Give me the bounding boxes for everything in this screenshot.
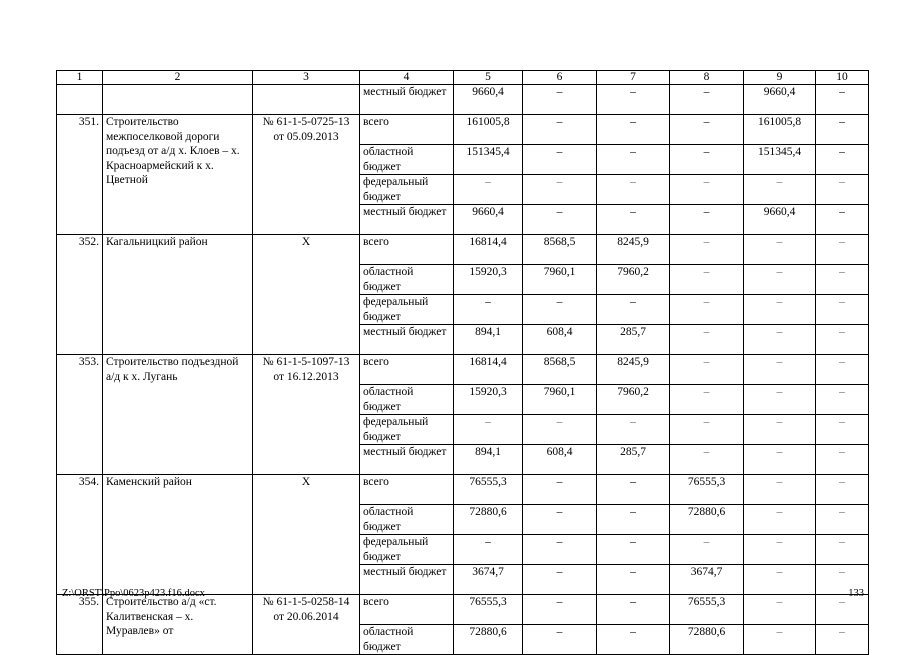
amount-cell: – xyxy=(523,85,597,115)
column-number: 4 xyxy=(360,71,454,85)
column-number: 1 xyxy=(57,71,103,85)
amount-cell: – xyxy=(597,85,670,115)
amount-cell: – xyxy=(597,505,670,535)
footer-file-path: Z:\ORST\Ppo\0623p423.f16.docx xyxy=(62,588,205,599)
funding-source: местный бюджет xyxy=(360,445,454,475)
table-row xyxy=(57,85,869,115)
amount-cell: – xyxy=(523,625,597,655)
amount-cell: 76555,3 xyxy=(670,475,744,505)
amount-cell: – xyxy=(816,475,869,505)
amount-cell: – xyxy=(816,85,869,115)
document-reference: № 61-1-5-1097-13 от 16.12.2013 xyxy=(253,355,360,475)
column-number: 6 xyxy=(523,71,597,85)
funding-source: местный бюджет xyxy=(360,205,454,235)
amount-cell: – xyxy=(670,175,744,205)
amount-cell: 151345,4 xyxy=(454,145,523,175)
object-name: Кагальницкий район xyxy=(103,235,253,355)
object-name: Строительство подъездной а/д к х. Лугань xyxy=(103,355,253,475)
amount-cell: – xyxy=(523,565,597,595)
amount-cell: 72880,6 xyxy=(454,505,523,535)
amount-cell: – xyxy=(744,535,816,565)
amount-cell: – xyxy=(744,385,816,415)
object-number: 353. xyxy=(57,355,103,475)
amount-cell: – xyxy=(670,355,744,385)
amount-cell: – xyxy=(454,295,523,325)
amount-cell: – xyxy=(816,295,869,325)
object-number: 352. xyxy=(57,235,103,355)
funding-source: федеральный бюджет xyxy=(360,295,454,325)
amount-cell: 151345,4 xyxy=(744,145,816,175)
amount-cell: – xyxy=(816,115,869,145)
funding-source: всего xyxy=(360,355,454,385)
amount-cell: 608,4 xyxy=(523,325,597,355)
amount-cell: 72880,6 xyxy=(670,625,744,655)
amount-cell: – xyxy=(670,235,744,265)
amount-cell: – xyxy=(816,505,869,535)
amount-cell: 285,7 xyxy=(597,445,670,475)
amount-cell: – xyxy=(597,145,670,175)
funding-source: всего xyxy=(360,115,454,145)
amount-cell: 16814,4 xyxy=(454,235,523,265)
amount-cell: 161005,8 xyxy=(744,115,816,145)
column-number: 8 xyxy=(670,71,744,85)
amount-cell: – xyxy=(670,385,744,415)
amount-cell: – xyxy=(816,145,869,175)
amount-cell: – xyxy=(744,355,816,385)
funding-source: всего xyxy=(360,475,454,505)
amount-cell: 16814,4 xyxy=(454,355,523,385)
amount-cell: – xyxy=(816,565,869,595)
funding-source: областной бюджет xyxy=(360,145,454,175)
amount-cell: – xyxy=(744,565,816,595)
amount-cell: – xyxy=(670,415,744,445)
amount-cell: – xyxy=(670,325,744,355)
amount-cell: – xyxy=(523,205,597,235)
object-number: 355. xyxy=(57,595,103,655)
amount-cell: 76555,3 xyxy=(454,595,523,625)
amount-cell: – xyxy=(597,475,670,505)
document-reference: № 61-1-5-0725-13 от 05.09.2013 xyxy=(253,115,360,235)
funding-source: местный бюджет xyxy=(360,85,454,115)
amount-cell: – xyxy=(523,595,597,625)
amount-cell: 8568,5 xyxy=(523,235,597,265)
amount-cell: – xyxy=(597,625,670,655)
column-number-row xyxy=(57,71,869,85)
funding-source: федеральный бюджет xyxy=(360,175,454,205)
document-reference: № 61-1-5-0258-14 от 20.06.2014 xyxy=(253,595,360,655)
amount-cell: – xyxy=(816,535,869,565)
amount-cell: – xyxy=(597,565,670,595)
amount-cell: – xyxy=(523,535,597,565)
amount-cell: 9660,4 xyxy=(744,205,816,235)
amount-cell: – xyxy=(744,295,816,325)
footer-page-number: 133 xyxy=(848,588,864,599)
funding-source: федеральный бюджет xyxy=(360,415,454,445)
amount-cell: – xyxy=(597,535,670,565)
amount-cell: – xyxy=(670,295,744,325)
funding-source: местный бюджет xyxy=(360,325,454,355)
amount-cell: – xyxy=(523,175,597,205)
amount-cell: 161005,8 xyxy=(454,115,523,145)
amount-cell: – xyxy=(816,385,869,415)
amount-cell: 7960,2 xyxy=(597,265,670,295)
column-number: 3 xyxy=(253,71,360,85)
amount-cell: – xyxy=(816,625,869,655)
amount-cell: 7960,1 xyxy=(523,385,597,415)
amount-cell: – xyxy=(670,115,744,145)
object-number: 351. xyxy=(57,115,103,235)
amount-cell: – xyxy=(816,325,869,355)
funding-source: всего xyxy=(360,235,454,265)
amount-cell: – xyxy=(670,265,744,295)
funding-source: областной бюджет xyxy=(360,385,454,415)
amount-cell: 285,7 xyxy=(597,325,670,355)
table-row xyxy=(57,595,869,625)
amount-cell: – xyxy=(744,235,816,265)
object-name: Строительство а/д «ст. Калитвенская – х. Муравлев» от xyxy=(103,595,253,655)
amount-cell: – xyxy=(597,415,670,445)
amount-cell: – xyxy=(597,115,670,145)
amount-cell: 72880,6 xyxy=(454,625,523,655)
table-row xyxy=(57,115,869,145)
amount-cell: – xyxy=(670,85,744,115)
amount-cell: – xyxy=(816,355,869,385)
object-name: Строительство межпоселковой дороги подъезд от а/д х. Клоев – х. Красноармейский к х. Цветной xyxy=(103,115,253,235)
amount-cell: 7960,2 xyxy=(597,385,670,415)
table-row xyxy=(57,235,869,265)
table-row xyxy=(57,355,869,385)
object-name xyxy=(103,85,253,115)
amount-cell: 9660,4 xyxy=(454,85,523,115)
amount-cell: – xyxy=(816,445,869,475)
amount-cell: – xyxy=(744,325,816,355)
object-name: Каменский район xyxy=(103,475,253,595)
amount-cell: 9660,4 xyxy=(744,85,816,115)
column-number: 2 xyxy=(103,71,253,85)
amount-cell: 3674,7 xyxy=(454,565,523,595)
amount-cell: – xyxy=(744,445,816,475)
budget-table xyxy=(56,70,869,655)
amount-cell: – xyxy=(454,535,523,565)
amount-cell: – xyxy=(597,175,670,205)
amount-cell: – xyxy=(523,115,597,145)
amount-cell: – xyxy=(523,295,597,325)
column-number: 5 xyxy=(454,71,523,85)
column-number: 9 xyxy=(744,71,816,85)
amount-cell: 15920,3 xyxy=(454,265,523,295)
amount-cell: – xyxy=(670,205,744,235)
amount-cell: – xyxy=(816,595,869,625)
amount-cell: – xyxy=(816,205,869,235)
document-reference: Х xyxy=(253,235,360,355)
amount-cell: 76555,3 xyxy=(454,475,523,505)
amount-cell: – xyxy=(597,295,670,325)
amount-cell: – xyxy=(597,205,670,235)
amount-cell: 9660,4 xyxy=(454,205,523,235)
amount-cell: – xyxy=(523,145,597,175)
funding-source: областной бюджет xyxy=(360,505,454,535)
document-reference: Х xyxy=(253,475,360,595)
funding-source: областной бюджет xyxy=(360,265,454,295)
amount-cell: – xyxy=(744,595,816,625)
amount-cell: 608,4 xyxy=(523,445,597,475)
amount-cell: – xyxy=(597,595,670,625)
amount-cell: – xyxy=(744,415,816,445)
amount-cell: – xyxy=(816,235,869,265)
table-row xyxy=(57,475,869,505)
amount-cell: 72880,6 xyxy=(670,505,744,535)
amount-cell: – xyxy=(816,265,869,295)
amount-cell: 894,1 xyxy=(454,445,523,475)
funding-source: всего xyxy=(360,595,454,625)
amount-cell: – xyxy=(454,415,523,445)
amount-cell: 8245,9 xyxy=(597,235,670,265)
amount-cell: 76555,3 xyxy=(670,595,744,625)
amount-cell: – xyxy=(744,505,816,535)
amount-cell: – xyxy=(744,175,816,205)
amount-cell: – xyxy=(744,625,816,655)
amount-cell: – xyxy=(670,145,744,175)
funding-source: федеральный бюджет xyxy=(360,535,454,565)
amount-cell: – xyxy=(523,505,597,535)
amount-cell: – xyxy=(816,175,869,205)
amount-cell: 3674,7 xyxy=(670,565,744,595)
amount-cell: 8245,9 xyxy=(597,355,670,385)
amount-cell: – xyxy=(454,175,523,205)
amount-cell: – xyxy=(744,265,816,295)
funding-source: областной бюджет xyxy=(360,625,454,655)
column-number: 7 xyxy=(597,71,670,85)
column-number: 10 xyxy=(816,71,869,85)
amount-cell: – xyxy=(670,445,744,475)
amount-cell: 7960,1 xyxy=(523,265,597,295)
amount-cell: – xyxy=(744,475,816,505)
amount-cell: – xyxy=(816,415,869,445)
amount-cell: – xyxy=(670,535,744,565)
document-reference xyxy=(253,85,360,115)
amount-cell: – xyxy=(523,415,597,445)
funding-source: местный бюджет xyxy=(360,565,454,595)
object-number xyxy=(57,85,103,115)
object-number: 354. xyxy=(57,475,103,595)
amount-cell: 15920,3 xyxy=(454,385,523,415)
amount-cell: – xyxy=(523,475,597,505)
amount-cell: 8568,5 xyxy=(523,355,597,385)
amount-cell: 894,1 xyxy=(454,325,523,355)
